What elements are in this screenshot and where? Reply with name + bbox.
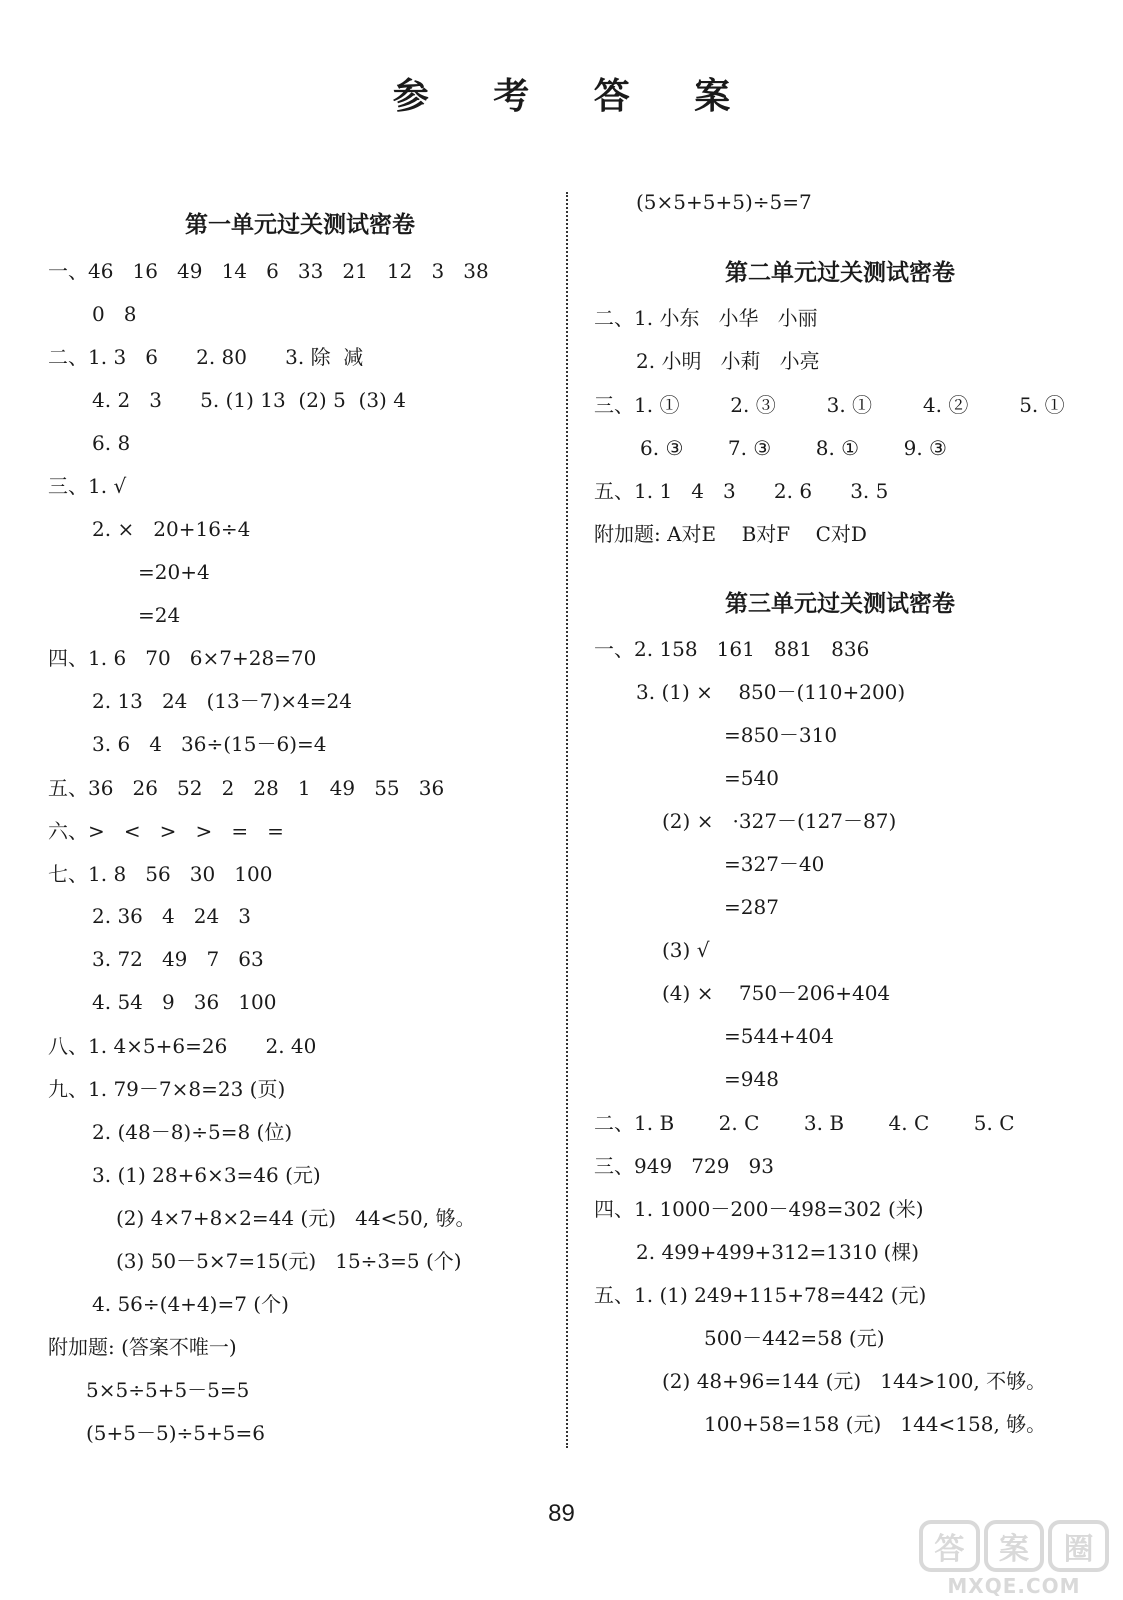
answer-line: 三、949 729 93 <box>594 1154 774 1178</box>
answer-line: =327－40 <box>724 852 825 876</box>
section-title-unit-1: 第一单元过关测试密卷 <box>185 212 415 238</box>
answer-line: 三、1. ① 2. ③ 3. ① 4. ② 5. ① <box>594 393 1065 417</box>
answer-line: 二、1. 3 6 2. 80 3. 除 减 <box>48 345 364 369</box>
answer-line: (5+5－5)÷5+5=6 <box>86 1421 265 1445</box>
answer-line: 四、1. 1000－200－498=302 (米) <box>594 1197 924 1221</box>
answer-line: =287 <box>724 895 779 919</box>
answer-line: =850－310 <box>724 723 838 747</box>
answer-line: 2. × 20+16÷4 <box>92 517 251 541</box>
answer-line: 2. (48－8)÷5=8 (位) <box>92 1120 293 1144</box>
answer-line: 七、1. 8 56 30 100 <box>48 862 273 886</box>
section-title-unit-3: 第三单元过关测试密卷 <box>725 591 955 617</box>
answer-line: =20+4 <box>138 560 210 584</box>
answer-line: 4. 54 9 36 100 <box>92 990 277 1014</box>
answer-line: =544+404 <box>724 1024 834 1048</box>
answer-line: 五、1. (1) 249+115+78=442 (元) <box>594 1283 927 1307</box>
answer-line: 500－442=58 (元) <box>704 1326 885 1350</box>
answer-line: 三、1. √ <box>48 474 127 498</box>
answer-line: 100+58=158 (元) 144<158, 够。 <box>704 1412 1047 1436</box>
answer-line: 0 8 <box>92 302 137 326</box>
answer-line: 2. 499+499+312=1310 (棵) <box>636 1240 920 1264</box>
column-divider <box>566 192 568 1448</box>
answer-line: 附加题: A对E B对F C对D <box>594 522 867 546</box>
watermark-url: MXQE.COM <box>947 1574 1081 1598</box>
answer-line: =948 <box>724 1067 779 1091</box>
answer-line: 2. 小明 小莉 小亮 <box>636 349 820 373</box>
answer-line: 2. 36 4 24 3 <box>92 904 252 928</box>
watermark-char: 案 <box>984 1520 1045 1572</box>
answer-line: 二、1. B 2. C 3. B 4. C 5. C <box>594 1111 1015 1135</box>
answer-line: 3. (1) × 850－(110+200) <box>636 680 906 704</box>
answer-line: (3) 50－5×7=15(元) 15÷3=5 (个) <box>116 1249 462 1273</box>
answer-line: 3. (1) 28+6×3=46 (元) <box>92 1163 321 1187</box>
answer-line: (2) 4×7+8×2=44 (元) 44<50, 够。 <box>116 1206 476 1230</box>
watermark-char: 答 <box>919 1520 980 1572</box>
answer-line: 3. 6 4 36÷(15－6)=4 <box>92 732 327 756</box>
answer-line: 2. 13 24 (13－7)×4=24 <box>92 689 352 713</box>
answer-line: 二、1. 小东 小华 小丽 <box>594 306 818 330</box>
answer-line: =540 <box>724 766 779 790</box>
page-title: 参 考 答 案 <box>392 76 757 117</box>
answer-line: (3) √ <box>662 938 710 962</box>
answer-line: 五、36 26 52 2 28 1 49 55 36 <box>48 776 445 800</box>
answer-line: 九、1. 79－7×8=23 (页) <box>48 1077 286 1101</box>
answer-line: (2) × ·327－(127－87) <box>662 809 897 833</box>
watermark-logo <box>919 1520 1109 1598</box>
answer-line: 一、2. 158 161 881 836 <box>594 637 870 661</box>
watermark-char: 圈 <box>1048 1520 1109 1572</box>
answer-line: 四、1. 6 70 6×7+28=70 <box>48 646 317 670</box>
answer-line: 八、1. 4×5+6=26 2. 40 <box>48 1034 317 1058</box>
answer-line: (2) 48+96=144 (元) 144>100, 不够。 <box>662 1369 1047 1393</box>
answer-line: 一、46 16 49 14 6 33 21 12 3 38 <box>48 259 489 283</box>
answer-line: (5×5+5+5)÷5=7 <box>636 190 812 214</box>
answer-line: =24 <box>138 603 181 627</box>
answer-line: 六、> < > > = = <box>48 819 284 843</box>
answer-line: 3. 72 49 7 63 <box>92 947 264 971</box>
answer-line: 6. ③ 7. ③ 8. ① 9. ③ <box>640 436 947 460</box>
answer-line: (4) × 750－206+404 <box>662 981 891 1005</box>
page-number: 89 <box>548 1500 575 1527</box>
answer-line: 6. 8 <box>92 431 131 455</box>
section-title-unit-2: 第二单元过关测试密卷 <box>725 260 955 286</box>
answer-line: 附加题: (答案不唯一) <box>48 1335 237 1359</box>
answer-line: 5×5÷5+5－5=5 <box>86 1378 250 1402</box>
answer-line: 4. 56÷(4+4)=7 (个) <box>92 1292 289 1316</box>
answer-line: 4. 2 3 5. (1) 13 (2) 5 (3) 4 <box>92 388 406 412</box>
answer-line: 五、1. 1 4 3 2. 6 3. 5 <box>594 479 889 503</box>
